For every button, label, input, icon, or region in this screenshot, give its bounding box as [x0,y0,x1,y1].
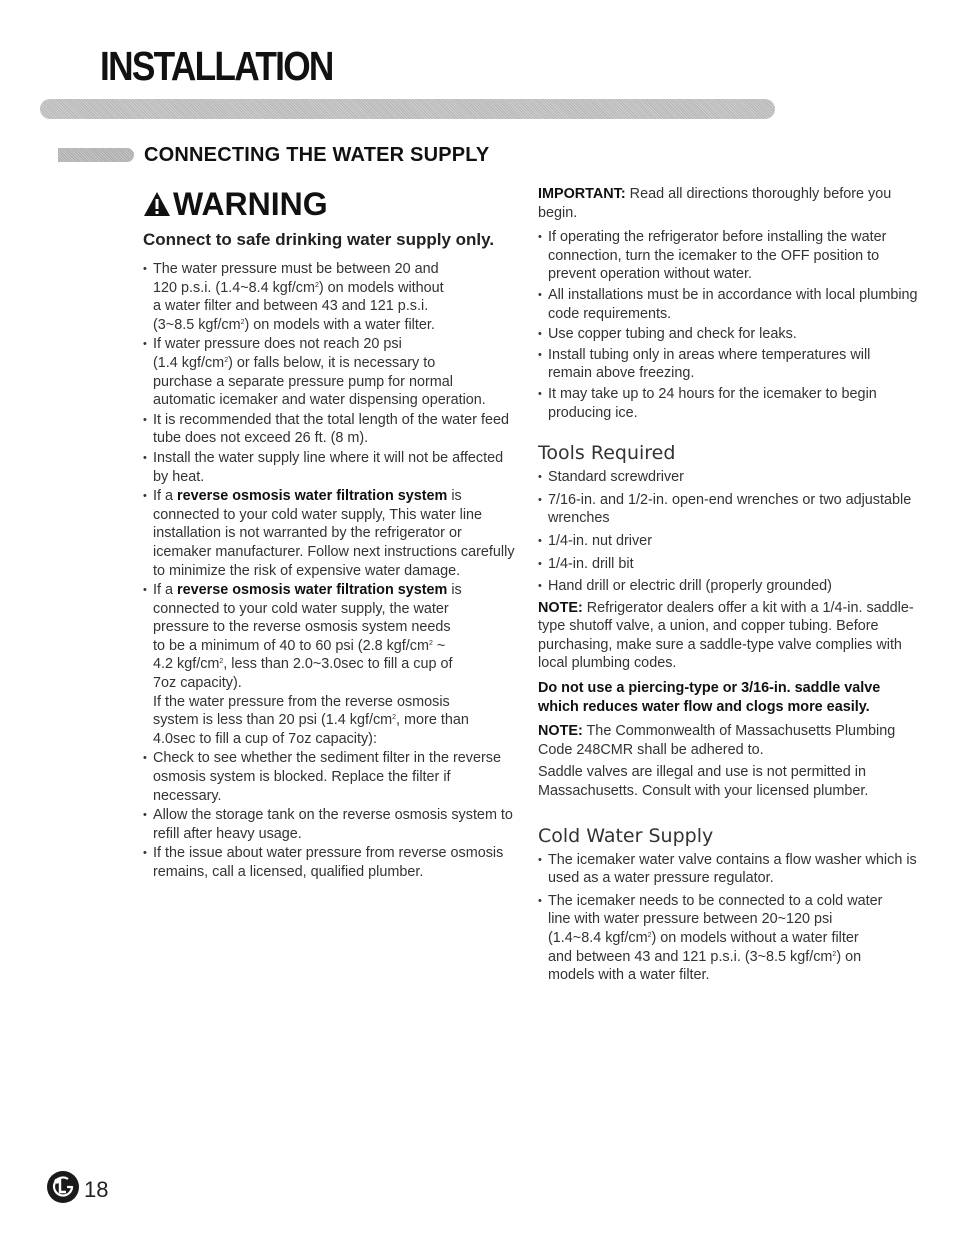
right-column [538,185,918,987]
page-header-title: INSTALLATION [100,43,333,89]
cold-water-supply-heading: Cold Water Supply [538,824,714,847]
warning-triangle-icon [143,191,171,217]
important-label: IMPORTANT: [538,186,626,202]
warning-subhead: Connect to safe drinking water supply only. [143,230,495,249]
list-item: • The icemaker water valve contains a flow washer which is used as a water pressure regulator. [538,851,918,888]
list-item: • If a reverse osmosis water filtration system is connected to your cold water supply, This water line installation is not warranted by the refrigerator or icemaker manufacturer. Follow next instructions carefully to minimize the risk of expensive water damage. [143,487,518,580]
list-item: • It is recommended that the total length of the water feed tube does not exceed 26 ft. (8 m). [143,411,518,448]
tools-required-heading: Tools Required [538,442,676,465]
list-item: • 1/4-in. nut driver [538,532,918,551]
list-item: • Hand drill or electric drill (properly grounded) [538,577,918,596]
warning-list [143,260,518,882]
important-list [538,228,918,422]
list-item: • Standard screwdriver [538,468,918,487]
warning-title: WARNING [173,185,328,222]
left-column [143,184,518,883]
important-paragraph: IMPORTANT: Read all directions thoroughly before you begin. [538,186,892,221]
section-marker [58,148,134,162]
list-item: • Check to see whether the sediment filter in the reverse osmosis system is blocked. Replace the filter if necessary. [143,749,518,805]
note-label: NOTE: [538,723,583,740]
note-label: NOTE: [538,599,583,616]
list-item: • All installations must be in accordance with local plumbing code requirements. [538,286,918,323]
tools-list [538,468,918,596]
list-item: • The water pressure must be between 20 and 120 p.s.i. (1.4~8.4 kgf/$cm^2$) on models without a water filter and between 43 and 121 p.s.i. (3~8.5 kgf/$cm^2$) on models with a water filter. [143,260,518,334]
list-item: • The icemaker needs to be connected to a cold water line with water pressure between 20~120 psi (1.4~8.4 kgf/$cm^2$) on models without a water filter and between 43 and 121 p.s.i. (3~8.5 kgf/$cm^2$) on models with a water filter. [538,892,918,985]
list-item: • If a reverse osmosis water filtration system is connected to your cold water supply, the water pressure to the reverse osmosis system needs to be a minimum of 40 to 60 psi (2.8 kgf/$cm^2$ ~ 4.2 kgf/$cm^2$, less than 2.0~3.0sec to fill a cup of 7oz capacity). If the water pressure from the reverse osmosis system is less than 20 psi (1.4 kgf/$cm^2$, more than 4.0sec to fill a cup of 7oz capacity): [143,581,518,748]
list-item: • 1/4-in. drill bit [538,555,918,574]
list-item: • Install tubing only in areas where temperatures will remain above freezing. [538,346,918,383]
list-item: • Use copper tubing and check for leaks. [538,325,918,344]
note-massachusetts: NOTE: The Commonwealth of Massachusetts Plumbing Code 248CMR shall be adhered to. [538,723,896,758]
list-item: • It may take up to 24 hours for the icemaker to begin producing ice. [538,385,918,422]
lg-logo-icon [46,1170,80,1204]
note-kit: NOTE: Refrigerator dealers offer a kit with a 1/4-in. saddle-type shutoff valve, a union, and copper tubing. Before purchasing, make sure a saddle-type valve complies with local plumbing codes. [538,599,914,672]
list-item: • Install the water supply line where it will not be affected by heat. [143,449,518,486]
cold-water-list [538,851,918,985]
list-item: • If the issue about water pressure from reverse osmosis remains, call a licensed, qualified plumber. [143,844,518,881]
list-item: • 7/16-in. and 1/2-in. open-end wrenches or two adjustable wrenches [538,491,918,528]
page-number: 18 [84,1177,109,1202]
list-item: • If operating the refrigerator before installing the water connection, turn the icemaker to the OFF position to prevent operation without water. [538,228,918,284]
list-item: • If water pressure does not reach 20 psi (1.4 kgf/$cm^2$) or falls below, it is necessary to purchase a separate pressure pump for normal automatic icemaker and water dispensing operation. [143,335,518,409]
saddle-valve-warning: Do not use a piercing-type or 3/16-in. saddle valve which reduces water flow and clogs more easily. [538,680,881,715]
list-item: • Allow the storage tank on the reverse osmosis system to refill after heavy usage. [143,806,518,843]
saddle-valves-illegal: Saddle valves are illegal and use is not permitted in Massachusetts. Consult with your licensed plumber. [538,764,869,800]
header-bar [40,99,775,119]
section-title: CONNECTING THE WATER SUPPLY [144,144,490,166]
warning-heading [143,184,518,224]
